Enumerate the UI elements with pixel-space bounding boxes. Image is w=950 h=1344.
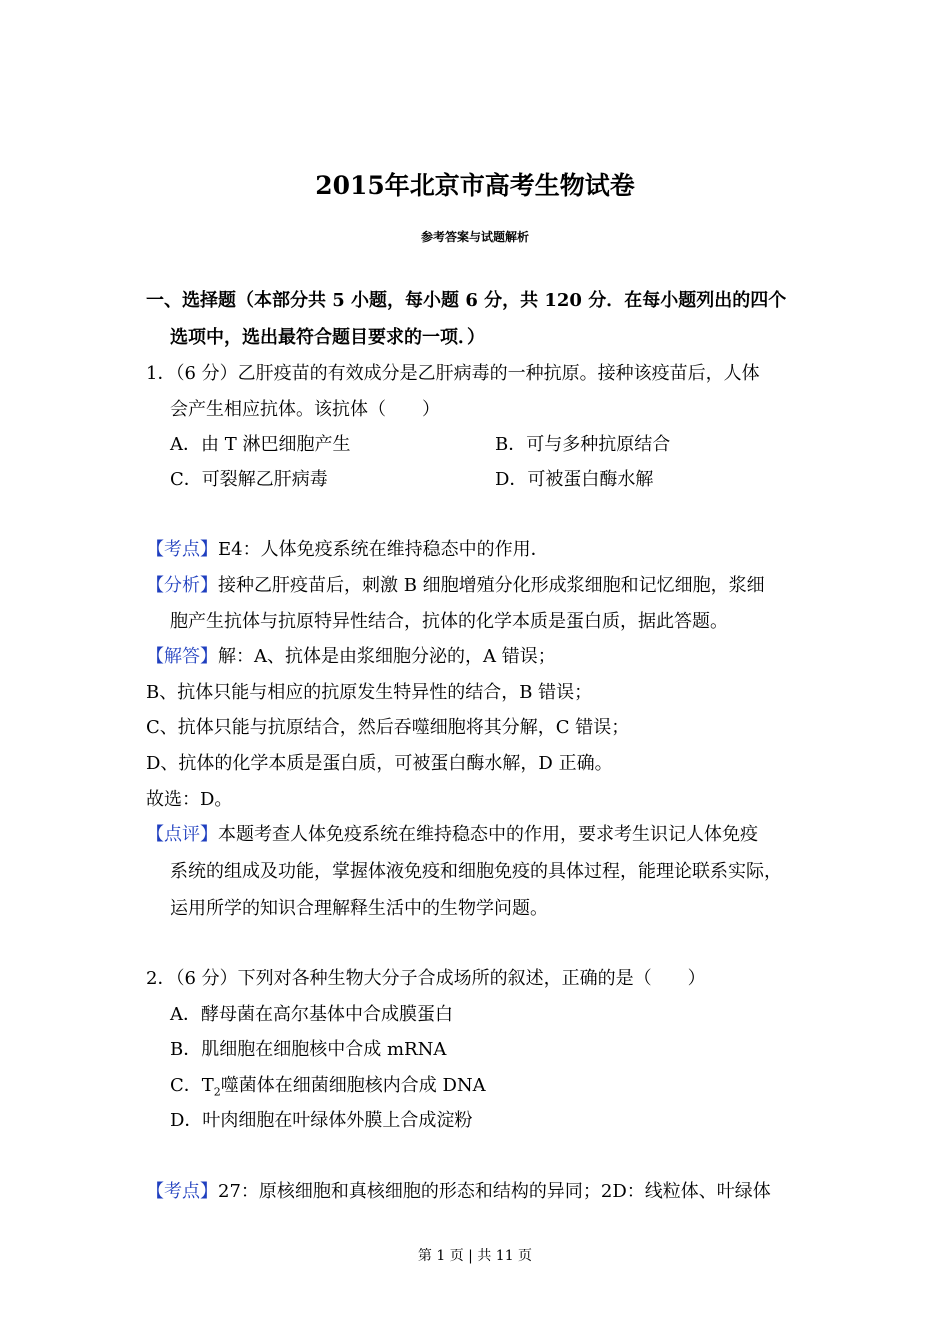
q1-jieda-line3: C、抗体只能与抗原结合，然后吞噬细胞将其分解，C 错误； bbox=[146, 717, 630, 738]
dianping-text-line1: 本题考查人体免疫系统在维持稳态中的作用，要求考生识记人体免疫 bbox=[218, 824, 758, 845]
q1-option-b: B．可与多种抗原结合 bbox=[495, 434, 671, 455]
q1-stem-line2: 会产生相应抗体。该抗体（ ） bbox=[170, 399, 440, 420]
q2-option-c-prefix: C．T bbox=[170, 1075, 214, 1096]
fenxi-tag: 【分析】 bbox=[146, 575, 218, 596]
page-subtitle: 参考答案与试题解析 bbox=[420, 230, 529, 244]
kaodian-tag: 【考点】 bbox=[146, 539, 218, 560]
q1-dianping-line3: 运用所学的知识合理解释生活中的生物学问题。 bbox=[170, 898, 548, 919]
q1-jieda bbox=[146, 644, 556, 670]
q1-dianping bbox=[146, 822, 758, 848]
q1-dianping-line2: 系统的组成及功能，掌握体液免疫和细胞免疫的具体过程，能理论联系实际， bbox=[170, 861, 782, 882]
q1-jieda-line2: B、抗体只能与相应的抗原发生特异性的结合，B 错误； bbox=[146, 682, 593, 703]
page-title: 2015年北京市高考生物试卷 bbox=[315, 171, 635, 200]
q2-option-a: A．酵母菌在高尔基体中合成膜蛋白 bbox=[170, 1004, 453, 1025]
q1-option-d: D．可被蛋白酶水解 bbox=[495, 469, 654, 490]
q1-jieda-line4: D、抗体的化学本质是蛋白质，可被蛋白酶水解，D 正确。 bbox=[146, 753, 613, 774]
page-footer: 第 1 页 | 共 11 页 bbox=[417, 1248, 533, 1264]
q1-kaodian bbox=[146, 537, 549, 563]
fenxi-text-line1: 接种乙肝疫苗后，刺激 B 细胞增殖分化形成浆细胞和记忆细胞，浆细 bbox=[218, 575, 765, 596]
q2-kaodian-text: 27：原核细胞和真核细胞的形态和结构的异同；2D：线粒体、叶绿体 bbox=[218, 1181, 771, 1202]
jieda-tag: 【解答】 bbox=[146, 646, 218, 667]
q1-answer: 故选：D。 bbox=[146, 789, 233, 810]
q2-stem: 2．（6 分）下列对各种生物大分子合成场所的叙述，正确的是（ ） bbox=[146, 968, 706, 989]
q2-kaodian bbox=[146, 1179, 771, 1205]
q2-option-b: B．肌细胞在细胞核中合成 mRNA bbox=[170, 1039, 447, 1060]
dianping-tag: 【点评】 bbox=[146, 824, 218, 845]
q1-option-c: C．可裂解乙肝病毒 bbox=[170, 469, 328, 490]
q2-option-d: D．叶肉细胞在叶绿体外膜上合成淀粉 bbox=[170, 1110, 473, 1131]
q1-stem-line1: 1．（6 分）乙肝疫苗的有效成分是乙肝病毒的一种抗原。接种该疫苗后，人体 bbox=[146, 363, 760, 384]
section-heading-line1: 一、选择题（本部分共 5 小题，每小题 6 分，共 120 分．在每小题列出的四个 bbox=[146, 290, 787, 311]
section-heading-line2: 选项中，选出最符合题目要求的一项．） bbox=[170, 327, 485, 348]
q1-fenxi-line2: 胞产生抗体与抗原特异性结合，抗体的化学本质是蛋白质，据此答题。 bbox=[170, 611, 728, 632]
q2-option-c bbox=[170, 1073, 486, 1106]
q1-option-a: A．由 T 淋巴细胞产生 bbox=[170, 434, 351, 455]
kaodian-text: E4：人体免疫系统在维持稳态中的作用． bbox=[218, 539, 549, 560]
q1-fenxi bbox=[146, 573, 765, 599]
q2-kaodian-tag: 【考点】 bbox=[146, 1181, 218, 1202]
jieda-text-line1: 解：A、抗体是由浆细胞分泌的，A 错误； bbox=[218, 646, 556, 667]
q2-option-c-text: 噬菌体在细菌细胞核内合成 DNA bbox=[220, 1075, 486, 1096]
q2-option-c-subscript: 2 bbox=[213, 1085, 221, 1099]
